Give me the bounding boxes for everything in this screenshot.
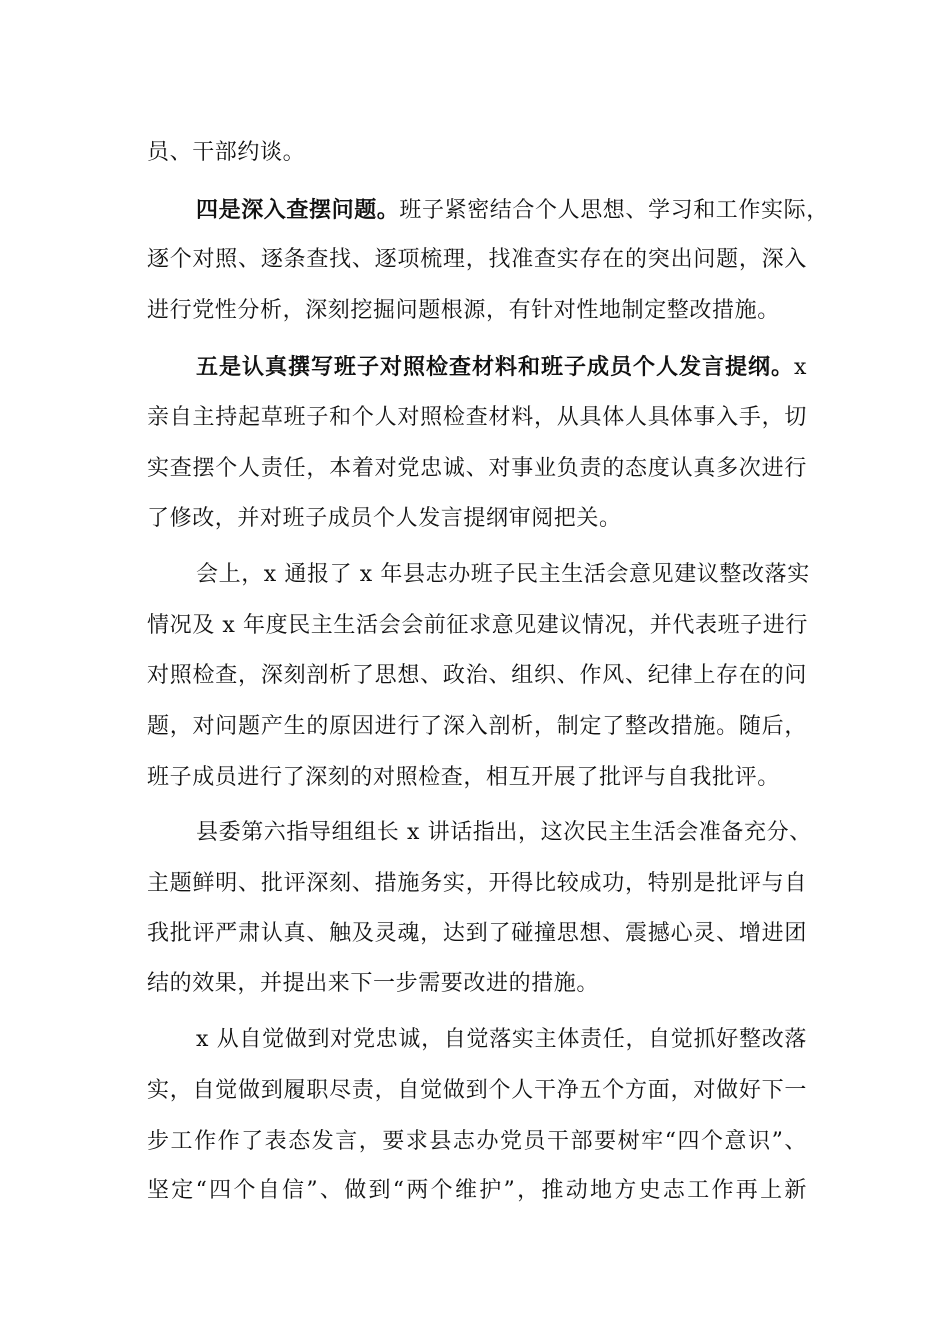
paragraph-first-line: 县委第六指导组组长 x 讲话指出，这次民主生活会准备充分、 — [196, 820, 812, 845]
paragraph-heading: 五是认真撰写班子对照检查材料和班子成员个人发言提纲。 — [196, 354, 794, 380]
paragraph-first-line: x 从自觉做到对党忠诚，自觉落实主体责任，自觉抓好整改落 — [196, 1027, 807, 1052]
text-line: 主题鲜明、批评深刻、措施务实，开得比较成功，特别是批评与自 — [147, 871, 807, 896]
text-line: 亲自主持起草班子和个人对照检查材料，从具体人具体事入手，切 — [147, 405, 807, 430]
text-line: 进行党性分析，深刻挖掘问题根源，有针对性地制定整改措施。 — [147, 298, 780, 323]
paragraph-first-line: 会上，x 通报了 x 年县志办班子民主生活会意见建议整改落实 — [196, 562, 810, 587]
text-line: 实，自觉做到履职尽责，自觉做到个人干净五个方面，对做好下一 — [147, 1078, 807, 1103]
paragraph-first-line — [196, 352, 807, 382]
text-line: 逐个对照、逐条查找、逐项梳理，找准查实存在的突出问题，深入 — [147, 247, 807, 272]
text-line: 步工作作了表态发言，要求县志办党员干部要树牢“四个意识”、 — [147, 1129, 807, 1154]
text-line: 班子成员进行了深刻的对照检查，相互开展了批评与自我批评。 — [147, 765, 780, 790]
text-line: 实查摆个人责任，本着对党忠诚、对事业负责的态度认真多次进行 — [147, 456, 807, 481]
paragraph-first-line — [196, 195, 829, 225]
text-line: 坚定“四个自信”、做到“两个维护”，推动地方史志工作再上新 — [147, 1178, 807, 1203]
text-run: x — [793, 355, 807, 380]
text-run: 班子紧密结合个人思想、学习和工作实际， — [399, 198, 829, 223]
paragraph-heading: 四是深入查摆问题。 — [196, 197, 400, 223]
text-line: 对照检查，深刻剖析了思想、政治、组织、作风、纪律上存在的问 — [147, 663, 807, 688]
text-line: 我批评严肃认真、触及灵魂，达到了碰撞思想、震撼心灵、增进团 — [147, 921, 807, 946]
text-line: 题，对问题产生的原因进行了深入剖析，制定了整改措施。随后， — [147, 714, 807, 739]
text-line: 了修改，并对班子成员个人发言提纲审阅把关。 — [147, 506, 622, 531]
text-line: 结的效果，并提出来下一步需要改进的措施。 — [147, 971, 600, 996]
text-line: 情况及 x 年度民主生活会会前征求意见建议情况，并代表班子进行 — [147, 613, 808, 638]
text-line: 员、干部约谈。 — [147, 140, 306, 165]
